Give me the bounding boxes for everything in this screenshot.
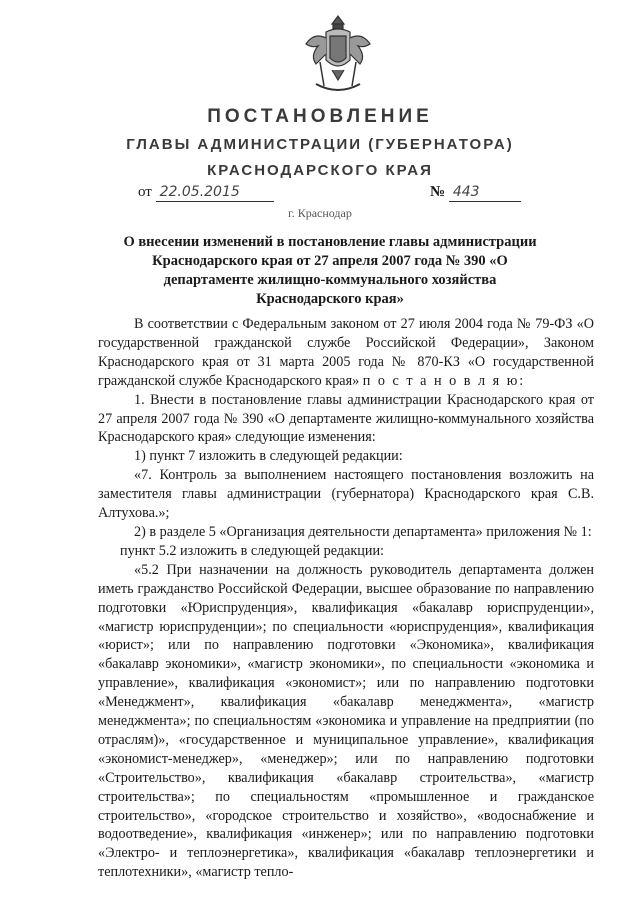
clause-1: 1. Внести в постановление главы администрации Краснодарского края от 27 апреля 2007 года № 390 «О департаменте жилищно-коммунального хозяйства Краснодарского края» следующие изменения: [98, 391, 594, 446]
clause-item-7: «7. Контроль за выполнением настоящего постановления возложить на заместителя главы администрации (губернатора) Краснодарского края С.В. Алтухова.»; [98, 467, 594, 522]
date-value: 22.05.2015 [159, 184, 240, 200]
decree-word: п о с т а н о в л я ю: [362, 372, 526, 389]
city-label: г. Краснодар [288, 206, 352, 220]
preamble-paragraph: В соответствии с Федеральным законом от 27 июля 2004 года № 79-ФЗ «О государственной гражданской службе Российской Федерации», Законом Краснодарского края от 31 марта 2005 года № 870-КЗ «О государственной гражданской службе Краснодарского края» п о с т а н о в л я ю: [98, 316, 594, 389]
document-title: О внесении изменений в постановление главы администрации Краснодарского края от 27 апреля 2007 года № 390 «О департаменте жилищно-коммунального хозяйства Краснодарского края» [123, 234, 537, 307]
clause-1-2: 2) в разделе 5 «Организация деятельности департамента» приложения № 1: [134, 523, 592, 540]
document-type-heading: ПОСТАНОВЛЕНИЕ [207, 106, 433, 127]
number-prefix: № [430, 184, 446, 200]
issuer-heading: ГЛАВЫ АДМИНИСТРАЦИИ (ГУБЕРНАТОРА) [126, 136, 514, 153]
date-prefix: от [138, 184, 152, 200]
document-date [138, 184, 274, 202]
document-number [430, 184, 521, 202]
clause-5-2-text: «5.2 При назначении на должность руководитель департамента должен иметь гражданство Российской Федерации, высшее образование по направлению подготовки «Юриспруденция», квалификация «бакалавр юриспруденции», «магистр юриспруденции»; по специальности «юриспруденция», квалификация «юрист»; или по направлению подготовки «Экономика», квалификация «бакалавр экономики», «магистр экономики», по специальности «экономика и управление», квалификация «экономист»; или по направлению подготовки «Менеджмент», квалификация «бакалавр менеджмента», «магистр менеджмента»; по специальностям «экономика и управление на предприятии (по отраслям)», «государственное и муниципальное управление», квалификация «экономист-менеджер», «менеджер»; или по направлению подготовки «Строительство», квалификация «бакалавр строительства», «магистр строительства»; по специальностям «промышленное и гражданское строительство», «городское строительство и хозяйство», «водоснабжение и водоотведение», квалификация «инженер»; или по направлению подготовки «Электро- и теплоэнергетика», квалификация «бакалавр теплоэнергетики и теплотехники», «магистр тепло- [98, 561, 594, 881]
clause-5-2-intro: пункт 5.2 изложить в следующей редакции: [120, 542, 384, 559]
region-heading: КРАСНОДАРСКОГО КРАЯ [207, 162, 433, 179]
document-body [98, 315, 594, 882]
number-value: 443 [452, 184, 480, 200]
krasnodar-coat-of-arms-icon [302, 14, 374, 98]
clause-1-1: 1) пункт 7 изложить в следующей редакции: [134, 448, 403, 465]
